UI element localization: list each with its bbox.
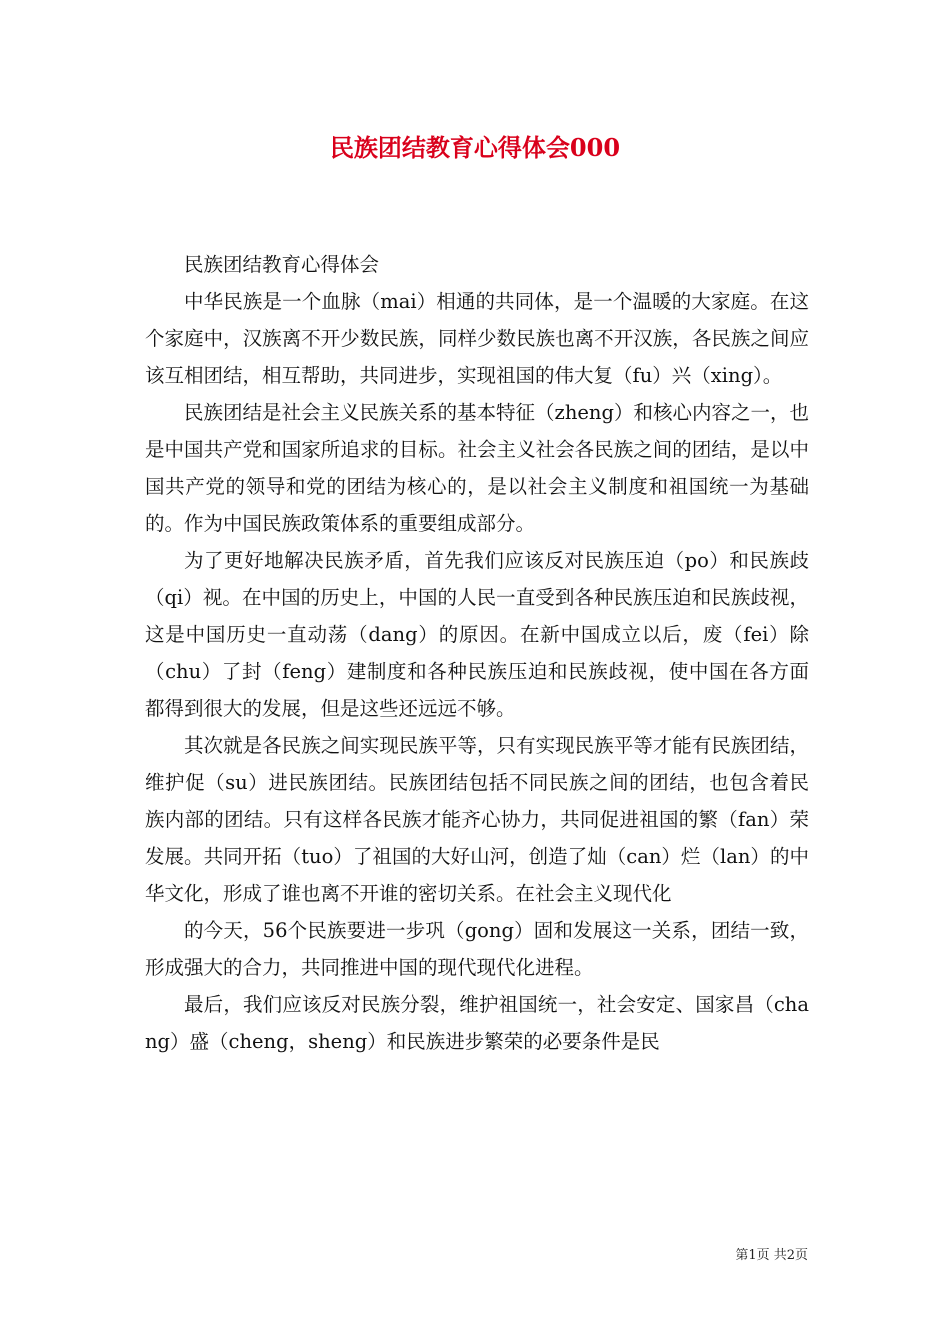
paragraph-heading: 民族团结教育心得体会 <box>184 253 380 276</box>
paragraph: 为了更好地解决民族矛盾，首先我们应该反对民族压迫（po）和民族歧（qi）视。在中国的历史上，中国的人民一直受到各种民族压迫和民族歧视，这是中国历史一直动荡（dang）的原因。在新中国成立以后，废（fei）除（chu）了封（feng）建制度和各种民族压迫和民族歧视，使中国在各方面都得到很大的发展，但是这些还远远不够。 <box>145 549 809 720</box>
paragraph: 民族团结是社会主义民族关系的基本特征（zheng）和核心内容之一，也是中国共产党和国家所追求的目标。社会主义社会各民族之间的团结，是以中国共产党的领导和党的团结为核心的，是以社会主义制度和祖国统一为基础的。作为中国民族政策体系的重要组成部分。 <box>145 401 809 535</box>
paragraph: 中华民族是一个血脉（mai）相通的共同体，是一个温暖的大家庭。在这个家庭中，汉族离不开少数民族，同样少数民族也离不开汉族，各民族之间应该互相团结，相互帮助，共同进步，实现祖国的伟大复（fu）兴（xing）。 <box>145 290 809 387</box>
document-body <box>145 246 809 1060</box>
paragraph: 最后，我们应该反对民族分裂，维护祖国统一，社会安定、国家昌（chang）盛（cheng，sheng）和民族进步繁荣的必要条件是民 <box>145 993 809 1053</box>
page-number-footer: 第1页 共2页 <box>735 1248 808 1263</box>
document-title: 民族团结教育心得体会000 <box>329 133 621 162</box>
paragraph: 的今天，56个民族要进一步巩（gong）固和发展这一关系，团结一致，形成强大的合力，共同推进中国的现代现代化进程。 <box>145 919 809 979</box>
paragraph: 其次就是各民族之间实现民族平等，只有实现民族平等才能有民族团结，维护促（su）进民族团结。民族团结包括不同民族之间的团结，也包含着民族内部的团结。只有这样各民族才能齐心协力，共同促进祖国的繁（fan）荣发展。共同开拓（tuo）了祖国的大好山河，创造了灿（can）烂（lan）的中华文化，形成了谁也离不开谁的密切关系。在社会主义现代化 <box>145 734 809 905</box>
